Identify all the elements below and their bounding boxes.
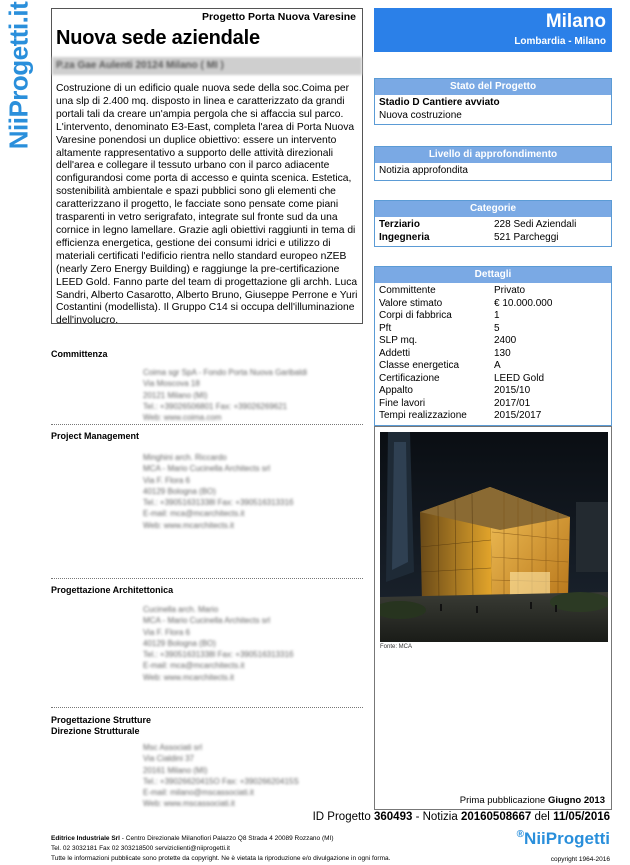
detail-key: Appalto bbox=[379, 385, 413, 396]
description-line: Sandri, Alberto Casarotto, Alberto Bruno, Giuseppe Perrone e Yuri bbox=[56, 289, 358, 301]
footer-logo: ®NiiProgetti bbox=[516, 829, 610, 848]
contact-detail-line: Tel.: +39026620415O Fax: +39026620415S bbox=[143, 776, 299, 786]
notizia-value: 20160508667 bbox=[460, 811, 532, 823]
contact-detail-line: Via Moscova 18 bbox=[143, 379, 200, 389]
section-divider bbox=[51, 578, 363, 579]
detail-value: 2017/01 bbox=[494, 397, 531, 409]
contact-section-title: Direzione Strutturale bbox=[51, 726, 140, 736]
categories-panel bbox=[374, 200, 612, 247]
contact-detail-line: 40129 Bologna (BO) bbox=[143, 638, 216, 648]
contact-detail-line: Web: www.coima.com bbox=[143, 413, 222, 423]
brand-logo-vertical bbox=[2, 0, 36, 150]
id-label: ID Progetto bbox=[312, 811, 371, 823]
description-line: LEED Gold. Fanno parte del team di progettazione gli archh. Luca bbox=[56, 276, 358, 288]
contact-detail-line: E-mail: milano@mscassociati.it bbox=[143, 788, 254, 798]
detail-value: 130 bbox=[494, 347, 511, 359]
detail-value: 2015/2017 bbox=[494, 410, 542, 421]
description-line: L'intervento, denominato E3-East, completa l'area di Porta Nuova bbox=[56, 121, 355, 133]
detail-row bbox=[379, 219, 607, 232]
brand-logo-text: NiiProgetti.it bbox=[3, 1, 34, 149]
contact-detail-line: Web: www.mscassociati.it bbox=[143, 799, 235, 809]
detail-row bbox=[379, 323, 607, 336]
contact-section bbox=[51, 431, 363, 530]
contact-detail-line: MCA - Mario Cucinella Architects srl bbox=[143, 616, 271, 626]
description-line: dell'area e collegare il tessuto urbano con il parco adiacente bbox=[56, 160, 330, 172]
photo-caption: Fonte: MCA bbox=[380, 644, 413, 650]
detail-row bbox=[379, 410, 607, 423]
publisher-name: Editrice Industriale Srl bbox=[51, 835, 120, 842]
contact-section bbox=[51, 349, 363, 423]
detail-value: 5 bbox=[494, 322, 500, 334]
description-line: Costruzione di un edificio quale nuova sede della soc.Coima per bbox=[56, 83, 350, 94]
contact-detail-line: Tel.: +39051631338l Fax: +39051631331б bbox=[143, 498, 294, 508]
detail-value: 1 bbox=[494, 310, 500, 321]
contact-detail-line: Via F. Flora 6 bbox=[143, 627, 190, 637]
project-description bbox=[56, 83, 359, 328]
footer-rights: Tutte le informazioni pubblicate sono protette da copyright. Ne è vietata la riproduzione e/o divulgazione in ogni forma. bbox=[51, 855, 391, 862]
contact-section-title: Progettazione Strutture bbox=[51, 715, 152, 725]
contact-detail-line: Web: www.mcarchitects.it bbox=[143, 672, 234, 682]
id-value: 360493 bbox=[373, 811, 413, 823]
description-line: Costantini (modellista). Il Gruppo C14 si occupa dell'illuminazione bbox=[56, 302, 355, 314]
detail-row bbox=[379, 360, 607, 373]
contact-detail-line: 20121 Milano (MI) bbox=[143, 390, 208, 400]
publisher-address: - Centro Direzionale Milanofiori Palazzo Q8 Strada 4 20089 Rozzano (MI) bbox=[120, 835, 334, 842]
contact-detail-line: MCA - Mario Cucinella Architects srl bbox=[143, 464, 271, 474]
contact-section-title: Project Management bbox=[51, 431, 140, 441]
detail-row bbox=[379, 373, 607, 386]
project-type: Nuova costruzione bbox=[379, 109, 462, 121]
detail-key: Addetti bbox=[379, 347, 411, 359]
city-name: Milano bbox=[545, 11, 606, 32]
description-line: trasparenti in vetro serigrafato, integrate sul fronte sud da una bbox=[56, 212, 338, 224]
description-line: Varesine ponendosi un duplice obiettivo: essere un intervento bbox=[56, 134, 337, 146]
detail-row bbox=[379, 335, 607, 348]
detail-value: LEED Gold bbox=[494, 372, 545, 384]
description-line: sostenibilità ambientale e spazi pubblici sono gli elementi che bbox=[56, 186, 336, 198]
description-line: configurandosi come porta di accesso e quinta scenica. Estetica, bbox=[56, 173, 352, 185]
detail-key: Valore stimato bbox=[379, 297, 443, 309]
detail-value: € 10.000.000 bbox=[494, 297, 553, 309]
notizia-label: - Notizia bbox=[415, 811, 458, 823]
contact-details bbox=[143, 452, 293, 531]
del-label: del bbox=[534, 811, 550, 823]
contact-detail-line: E-mail: mca@mcarchitects.it bbox=[143, 509, 245, 519]
project-name: Progetto Porta Nuova Varesine bbox=[201, 11, 356, 23]
project-status: Stadio D Cantiere avviato bbox=[379, 97, 500, 108]
detail-key: Committente bbox=[379, 285, 436, 296]
contact-section-title: Committenza bbox=[51, 349, 108, 359]
first-publication bbox=[460, 795, 605, 806]
contact-detail-line: 40129 Bologna (BO) bbox=[143, 486, 216, 496]
description-line: caratterizzano il progetto, le facciate sono pensate come piani bbox=[56, 199, 339, 211]
detail-level-panel bbox=[374, 146, 612, 181]
detail-key: Certificazione bbox=[379, 372, 440, 384]
first-publication-date: Giugno 2013 bbox=[547, 795, 605, 806]
notice-date: 11/05/2016 bbox=[553, 811, 610, 823]
contact-detail-line: Tel.: +39051631338l Fax: +39051631331б bbox=[143, 650, 294, 660]
detail-row bbox=[379, 398, 607, 411]
detail-value: Privato bbox=[494, 285, 526, 296]
project-address: P.za Gae Aulenti 20124 Milano ( MI ) bbox=[52, 57, 362, 75]
description-line: una slp di 2.400 mq. disposto in linea e caratterizzato da grandi bbox=[56, 95, 345, 107]
detail-key: Corpi di fabbrica bbox=[379, 310, 452, 321]
project-summary-box bbox=[51, 8, 363, 327]
footer-logo-text: NiiProgetti bbox=[524, 829, 610, 848]
footer-publisher bbox=[51, 835, 334, 842]
contact-details bbox=[143, 367, 307, 423]
detail-key: Classe energetica bbox=[379, 360, 460, 371]
page-title: Nuova sede aziendale bbox=[56, 27, 260, 49]
details-heading: Dettagli bbox=[375, 267, 611, 283]
detail-row bbox=[379, 298, 607, 311]
contact-section-title: Progettazione Architettonica bbox=[51, 585, 174, 595]
contact-details bbox=[143, 742, 299, 810]
description-line: materiali certificati l'edificio rientra nello standard europeo nZEB bbox=[56, 250, 347, 262]
detail-value: A bbox=[494, 360, 501, 371]
section-divider bbox=[51, 424, 363, 425]
detail-key: Ingegneria bbox=[379, 231, 430, 243]
details-panel bbox=[374, 266, 612, 426]
detail-row bbox=[379, 232, 607, 245]
detail-value: 228 Sedi Aziendali bbox=[494, 219, 577, 230]
detail-key: SLP mq. bbox=[379, 335, 418, 346]
description-line: portali tali da creare un'ampia pergola che si affaccia sul parco. bbox=[56, 108, 344, 120]
contact-detail-line: Coima sgr SpA - Fondo Porta Nuova Garibaldi bbox=[143, 368, 308, 377]
copyright: copyright 1964-2016 bbox=[550, 856, 610, 863]
project-rendering-image bbox=[380, 432, 608, 642]
contact-detail-line: Web: www.mcarchitects.it bbox=[143, 520, 234, 530]
detail-row bbox=[379, 385, 607, 398]
detail-level-heading: Livello di approfondimento bbox=[375, 147, 611, 163]
detail-value: 521 Parcheggi bbox=[494, 231, 559, 243]
description-line: efficienza energetica, gestione dei consumi idrici e utilizzo di bbox=[56, 237, 331, 249]
contact-details bbox=[143, 604, 293, 683]
contact-detail-line: Minghini arch. Riccardo bbox=[143, 453, 227, 462]
section-divider bbox=[51, 707, 363, 708]
contact-detail-line: Cucinella arch. Mario bbox=[143, 605, 219, 614]
detail-value: 2400 bbox=[494, 335, 517, 346]
contact-detail-line: Via F. Flora 6 bbox=[143, 475, 190, 485]
detail-key: Terziario bbox=[379, 219, 420, 230]
status-panel-heading: Stato del Progetto bbox=[375, 79, 611, 95]
project-id-line bbox=[313, 811, 610, 823]
detail-row bbox=[379, 285, 607, 298]
first-publication-label: Prima pubblicazione bbox=[459, 795, 546, 806]
description-line: cornice in legno lamellare. Grazie agli obiettivi raggiunti in tema di bbox=[56, 224, 356, 236]
contact-section bbox=[51, 585, 363, 682]
description-line: altamente rappresentativo a supporto delle attività direzionali bbox=[56, 147, 334, 159]
contact-detail-line: E-mail: mca@mcarchitects.it bbox=[143, 661, 245, 671]
contact-detail-line: Msc Associati srl bbox=[143, 743, 203, 752]
footer-contacts: Tel. 02 3032181 Fax 02 303218500 serviziclienti@niiprogetti.it bbox=[51, 845, 230, 852]
detail-key: Pft bbox=[379, 322, 392, 334]
contact-detail-line: 20161 Milano (MI) bbox=[143, 765, 208, 775]
detail-level-value: Notizia approfondita bbox=[379, 165, 468, 176]
detail-key: Tempi realizzazione bbox=[379, 410, 467, 421]
contact-section bbox=[51, 715, 363, 809]
detail-row bbox=[379, 348, 607, 361]
description-line: (nearly Zero Energy Building) e raggiunge la pre-certificazione bbox=[56, 263, 340, 275]
categories-heading: Categorie bbox=[375, 201, 611, 217]
contact-detail-line: Tel.: +39026506801 Fax: +39026269621 bbox=[143, 401, 288, 411]
location-header bbox=[374, 8, 612, 52]
detail-row bbox=[379, 310, 607, 323]
description-line: dell'involucro. bbox=[56, 315, 119, 327]
status-panel bbox=[374, 78, 612, 125]
photo-box bbox=[374, 426, 612, 810]
contact-detail-line: Via Cialdini 37 bbox=[143, 754, 194, 764]
detail-value: 2015/10 bbox=[494, 385, 531, 396]
detail-key: Fine lavori bbox=[379, 397, 426, 409]
region-name: Lombardia - Milano bbox=[514, 36, 606, 47]
